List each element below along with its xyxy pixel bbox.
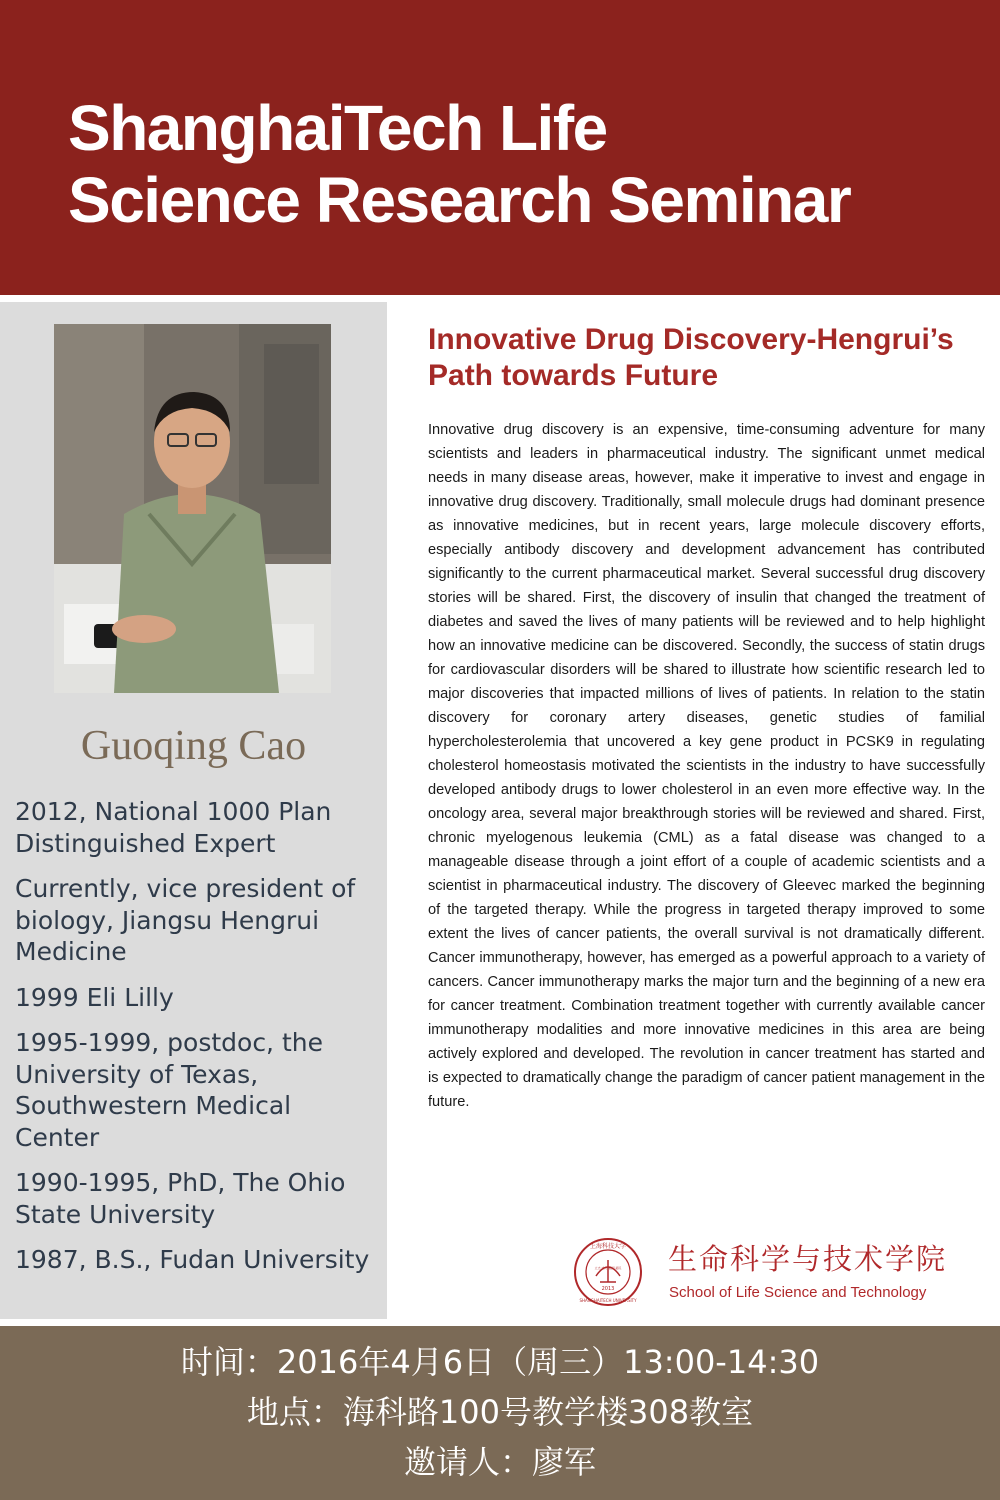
speaker-photo-illustration — [54, 324, 331, 693]
bio-item: 1999 Eli Lilly — [15, 982, 174, 1012]
seal-bottom-text: SHANGHAITECH UNIVERSITY — [579, 1298, 637, 1303]
event-host: 邀请人：廖军 — [403, 1443, 596, 1481]
speaker-photo — [54, 324, 331, 693]
header-banner — [0, 0, 1000, 295]
school-name-cn: 生命科学与技术学院 — [668, 1242, 948, 1276]
school-name-en: School of Life Science and Technology — [669, 1284, 927, 1301]
seminar-title — [68, 92, 988, 236]
bio-item: Currently, vice president of biology, Jiangsu Hengrui Medicine — [15, 874, 356, 966]
bio-item: 1995-1999, postdoc, the University of Texas, Southwestern Medical Center — [15, 1028, 323, 1152]
speaker-sidebar — [0, 302, 387, 1319]
seal-top-text: 上海科技大学 — [589, 1243, 627, 1250]
speaker-name: Guoqing Cao — [80, 723, 307, 769]
seal-year-text: 2013 — [601, 1286, 615, 1292]
event-time: 时间：2016年4月6日（周三）13:00-14:30 — [180, 1343, 820, 1381]
university-seal-icon — [572, 1236, 654, 1308]
bio-item: 1990-1995, PhD, The Ohio State University — [15, 1168, 346, 1229]
university-seal-graphic — [572, 1236, 654, 1308]
seminar-title-line1: ShanghaiTech Life — [68, 92, 607, 164]
seal-motto-text: 立志 成才 报国 裕民 — [594, 1266, 622, 1270]
event-place: 地点：海科路100号教学楼308教室 — [246, 1393, 754, 1431]
event-info-footer — [0, 1326, 1000, 1500]
speaker-bio-list — [15, 796, 380, 1290]
school-logo — [572, 1236, 982, 1308]
bio-item: 2012, National 1000 Plan Distinguished Expert — [15, 797, 332, 858]
seminar-title-line2: Science Research Seminar — [68, 164, 851, 236]
talk-abstract: Innovative drug discovery is an expensive, time-consuming adventure for many scientists and leaders in pharmaceutical industry. The significant unmet medical needs in many disease areas, however, make it imperative to invest and engage in innovative drug discovery. Traditionally, small molecule drugs had dominant presence as innovative medicines, but in recent years, large molecule discovery efforts, especially antibody discovery and development advancement has contributed significantly to the current pharmaceutical market. Several successful drug discovery stories will be shared. First, the discovery of insulin that changed the treatment of diabetes and saved the lives of many patients will be reviewed and to help highlight how an innovative medicine can be discovered. Secondly, the success of statin drugs for cardiovascular disorders will be shared to illustrate how scientific research led to major discoveries that impacted millions of lives of patients. In relation to the statin discovery for coronary artery diseases, genetic studies of familial hypercholesterolemia that uncovered a key gene product in PCSK9 in regulating cholesterol homeostasis motivated the scientists in the industry to have successfully developed antibody drugs to lower cholesterol in an even more effective way. In the oncology area, several major breakthrough stories will be reviewed and shared. First, chronic myelogenous leukemia (CML) as a fatal disease was changed to a manageable disease through a joint effort of a couple of academic scientists and a scientist in pharmaceutical industry. The discovery of Gleevec marked the beginning of the targeted therapy. While the progress in targeted therapy improved to some extent the lives of cancer patients, the overall survival is not dramatically different. Cancer immunotherapy, however, has emerged as a powerful approach to a variety of cancers. Cancer immunotherapy marks the major turn and the beginning of a new era for cancer treatment. Combination treatment together with currently available cancer immunotherapy modalities and more innovative medicines in this area are being actively explored and developed. The revolution in cancer treatment has started and is expected to dramatically change the paradigm of cancer patient management in the future. — [428, 422, 985, 1110]
talk-title: Innovative Drug Discovery-Hengrui’s Path towards Future — [428, 323, 954, 392]
bio-item: 1987, B.S., Fudan University — [15, 1245, 370, 1274]
